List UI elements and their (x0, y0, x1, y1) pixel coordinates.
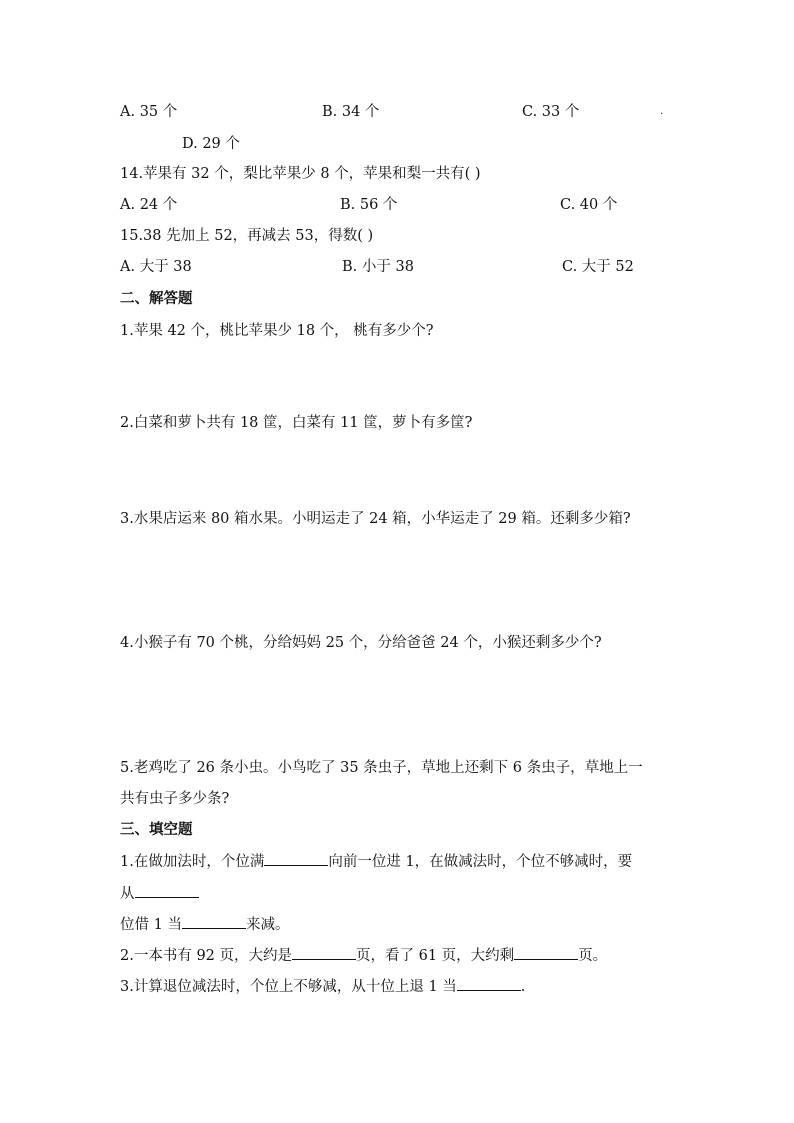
q14-option-b: B. 56 个 (340, 197, 398, 213)
section3-q1-line3 (120, 914, 289, 935)
section2-q1: 1.苹果 42 个，桃比苹果少 18 个， 桃有多少个? (120, 323, 434, 339)
section2-q2: 2.白菜和萝卜共有 18 筐，白菜有 11 筐，萝卜有多筐? (120, 415, 473, 431)
fill-blank[interactable] (182, 914, 246, 929)
section3-q3-text-a: 3.计算退位减法时，个位上不够减，从十位上退 1 当 (120, 979, 457, 995)
q13-option-b: B. 34 个 (322, 104, 380, 120)
q13-option-d: D. 29 个 (182, 136, 240, 152)
section3-q1-line1 (120, 851, 632, 872)
section2-q4: 4.小猴子有 70 个桃，分给妈妈 25 个，分给爸爸 24 个，小猴还剩多少个? (120, 635, 602, 651)
q13-option-a: A. 35 个 (120, 104, 178, 120)
section3-q2-text-a: 2.一本书有 92 页，大约是 (120, 948, 293, 964)
fill-blank[interactable] (514, 945, 578, 960)
stray-dot: . (660, 106, 664, 117)
section3-q3-text-b: . (520, 979, 526, 995)
section2-q5-line1: 5.老鸡吃了 26 条小虫。小鸟吃了 35 条虫子，草地上还剩下 6 条虫子，草地上一 (120, 760, 643, 776)
q13-option-c: C. 33 个 (522, 104, 580, 120)
section3-q1-text-d: 位借 1 当 (120, 917, 182, 933)
section3-q1-text-c: 从 (120, 886, 135, 902)
q14-option-a: A. 24 个 (120, 197, 178, 213)
fill-blank[interactable] (264, 851, 328, 866)
section3-q2 (120, 945, 607, 966)
section3-q2-text-b: 页，看了 61 页，大约剩 (356, 948, 515, 964)
q14-option-c: C. 40 个 (560, 197, 618, 213)
q15-option-a: A. 大于 38 (120, 259, 192, 275)
section3-q3 (120, 976, 525, 997)
section3-q1-text-b: 向前一位进 1，在做减法时，个位不够减时，要 (328, 854, 633, 870)
q15-stem: 15.38 先加上 52，再减去 53，得数( ) (120, 228, 374, 244)
fill-blank[interactable] (135, 883, 199, 898)
fill-blank[interactable] (457, 976, 521, 991)
q14-stem: 14.苹果有 32 个，梨比苹果少 8 个，苹果和梨一共有( ) (120, 166, 481, 182)
section2-q3: 3.水果店运来 80 箱水果。小明运走了 24 箱，小华运走了 29 箱。还剩多少箱? (120, 511, 631, 527)
section3-q2-text-c: 页。 (578, 948, 608, 964)
section2-q5-line2: 共有虫子多少条? (120, 791, 230, 807)
section3-q1-text-e: 来减。 (245, 917, 290, 933)
q15-option-c: C. 大于 52 (562, 259, 634, 275)
section3-q1-text-a: 1.在做加法时，个位满 (120, 854, 265, 870)
q15-option-b: B. 小于 38 (342, 259, 414, 275)
section2-heading: 二、解答题 (120, 290, 193, 307)
fill-blank[interactable] (292, 945, 356, 960)
section3-q1-line2 (120, 883, 199, 904)
section3-heading: 三、填空题 (120, 821, 193, 838)
